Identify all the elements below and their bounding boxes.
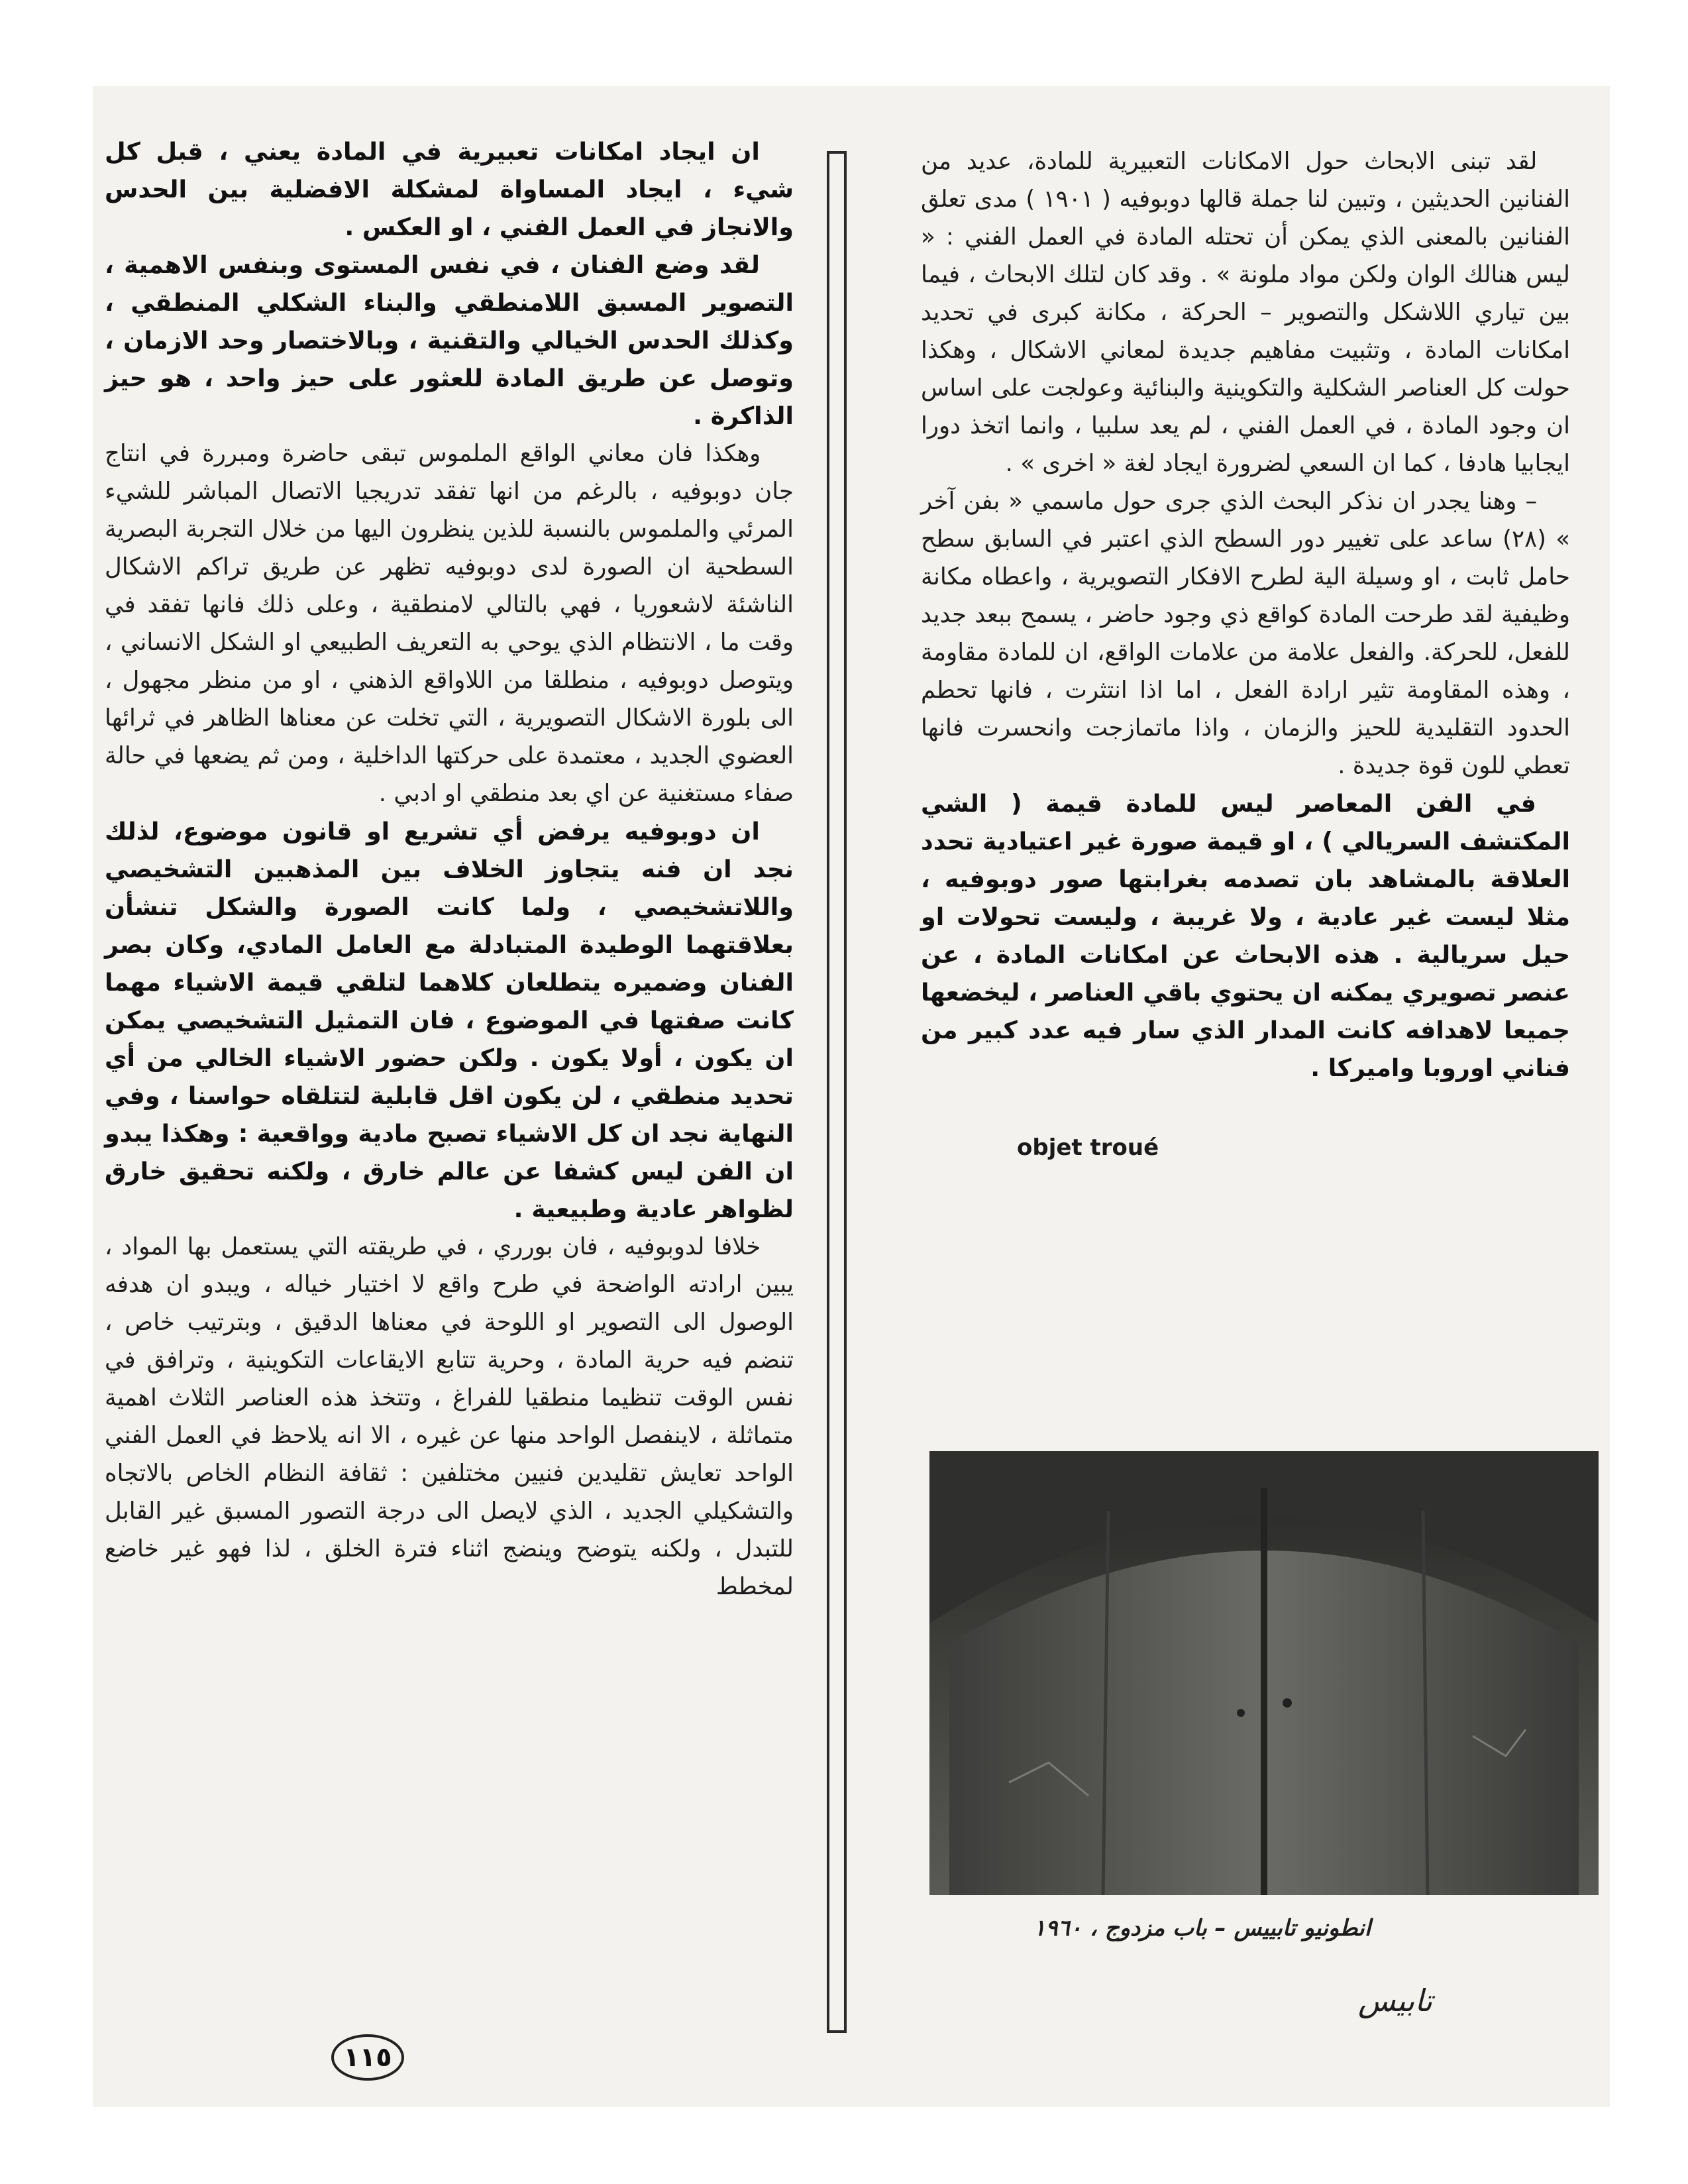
paragraph-bold: ان دوبوفيه يرفض أي تشريع او قانون موضوع، لذلك نجد ان فنه يتجاوز الخلاف بين المذهبين التشخيصي واللاتشخيصي ، ولما كانت الصورة والشكل تنشأن بعلاقتهما الوطيدة المتبادلة مع العامل المادي، وكان بصر الفنان وضميره يتطلعان كلاهما لتلقي قيمة الاشياء مهما كانت صفتها في الموضوع ، فان التمثيل التشخيصي يمكن ان يكون ، أولا يكون . ولكن حضور الاشياء الخالي من أي تحديد منطقي ، لن يكون اقل قابلية لتتلقاه حواسنا ، وفي النهاية نجد ان كل الاشياء تصبح مادية وواقعية : وهكذا يبدو ان الفن ليس كشفا عن عالم خارق ، ولكنه تحقيق خارق لظواهر عادية وطبيعية . <box>105 817 794 1223</box>
latin-term: objet troué <box>1017 1134 1159 1161</box>
paragraph: خلافا لدوبوفيه ، فان بورري ، في طريقته التي يستعمل بها المواد ، يبين ارادته الواضحة في طرح واقع لا اختيار خياله ، ويبدو ان هدفه الوصول الى التصوير او اللوحة في معناها الدقيق ، وبترتيب خاص ، تنضم فيه حرية المادة ، وحرية تتابع الايقاعات التكوينية ، وترافق في نفس الوقت تنظيما منطقيا للفراغ ، وتتخذ هذه العناصر الثلاث اهمية متماثلة ، لاينفصل الواحد منها عن غيره ، الا انه يلاحظ في العمل الفني الواحد تعايش تقليدين فنيين مختلفين : ثقافة النظام الخاص بالاتجاه والتشكيلي الجديد ، الذي لايصل الى درجة التصور المسبق غير القابل للتبدل ، ولكنه يتوضح وينضج اثناء فترة الخلق ، لذا فهو غير خاضع لمخطط <box>105 1233 794 1600</box>
paragraph: لقد تبنى الابحاث حول الامكانات التعبيرية للمادة، عديد من الفنانين الحديثين ، وتبين لنا جملة قالها دوبوفيه ( ١٩٠١ ) مدى تعلق الفنانين بالمعنى الذي يمكن أن تحتله المادة في العمل الفني : « ليس هنالك الوان ولكن مواد ملونة » . وقد كان لتلك الابحاث ، فيما بين تياري اللاشكل والتصوير – الحركة ، مكانة كبرى في تحديد امكانات المادة ، وتثبيت مفاهيم جديدة لمعاني الاشكال ، وهكذا حولت كل العناصر الشكلية والتكوينية والبنائية وعولجت على اساس ان وجود المادة ، في العمل الفني ، لم يعد سلبيا ، وانما اتخذ دورا ايجابيا هادفا ، كما ان السعي لضرورة ايجاد لغة « اخرى » . <box>921 148 1570 477</box>
paragraph-bold: ان ايجاد امكانات تعبيرية في المادة يعني ، قبل كل شيء ، ايجاد المساواة لمشكلة الافضلية بين الحدس والانجاز في العمل الفني ، او العكس . <box>105 137 794 241</box>
paragraph-bold: لقد وضع الفنان ، في نفس المستوى وبنفس الاهمية ، التصوير المسبق اللامنطقي والبناء الشكلي المنطقي ، وكذلك الحدس الخيالي والتقنية ، وبالاختصار وحد الازمان ، وتوصل عن طريق المادة للعثور على حيز واحد ، هو حيز الذاكرة . <box>105 250 794 430</box>
left-text-column <box>105 133 794 1606</box>
double-door-artwork <box>929 1451 1599 1895</box>
page-number: ١١٥ <box>331 2034 404 2081</box>
paragraph: – وهنا يجدر ان نذكر البحث الذي جرى حول ماسمي « بفن آخر » (٢٨) ساعد على تغيير دور السطح الذي اعتبر في السابق سطح حامل ثابت ، او وسيلة الية لطرح الافكار التصويرية ، واعطاه مكانة وظيفية لقد طرحت المادة كواقع ذي وجود حاضر ، يسمح ببعد جديد للفعل، للحركة. والفعل علامة من علامات الواقع، ان للمادة مقاومة ، وهذه المقاومة تثير ارادة الفعل ، اما اذا انتثرت ، فانها تحطم الحدود التقليدية للحيز والزمان ، واذا ماتمازجت وانحسرت فانها تعطي للون قوة جديدة . <box>921 488 1571 779</box>
column-divider <box>827 151 847 2033</box>
artwork-photo <box>929 1451 1599 1895</box>
right-text-column <box>921 142 1570 1087</box>
paragraph: وهكذا فان معاني الواقع الملموس تبقى حاضرة ومبررة في انتاج جان دوبوفيه ، بالرغم من انها تفقد تدريجيا الاتصال المباشر للشيء المرئي والملموس بالنسبة للذين ينظرون اليها من خلال التجربة البصرية السطحية ان الصورة لدى دوبوفيه تظهر عن طريق تراكم الاشكال الناشئة لاشعوريا ، فهي بالتالي لامنطقية ، وعلى ذلك فانها تفقد في وقت ما ، الانتظام الذي يوحي به التعريف الطبيعي او الشكل الانساني ، ويتوصل دوبوفيه ، منطلقا من اللاواقع الذهني ، او من منظر مجهول ، الى بلورة الاشكال التصويرية ، التي تخلت عن معناها الظاهر في ثرائها العضوي الجديد ، معتمدة على حركتها الداخلية ، ومن ثم يضعها في حالة صفاء مستغنية عن اي بعد منطقي او ادبي . <box>105 440 794 807</box>
paragraph-bold: في الفن المعاصر ليس للمادة قيمة ( الشي المكتشف السريالي ) ، او قيمة صورة غير اعتيادية تحدد العلاقة بالمشاهد بان تصدمه بغرابتها صور دوبوفيه ، مثلا ليست غير عادية ، ولا غريبة ، وليست تحولات او حيل سريالية . هذه الابحاث عن امكانات المادة ، عن عنصر تصويري يمكنه ان يحتوي باقي العناصر ، ليخضعها جميعا لاهدافه كانت المدار الذي سار فيه عدد كبير من فناني اوروبا واميركا . <box>921 789 1570 1082</box>
photo-caption: انطونيو تابييس – باب مزدوج ، ١٩٦٠ <box>1033 1915 1371 1941</box>
artist-signature: تابيس <box>1358 1983 1433 2018</box>
